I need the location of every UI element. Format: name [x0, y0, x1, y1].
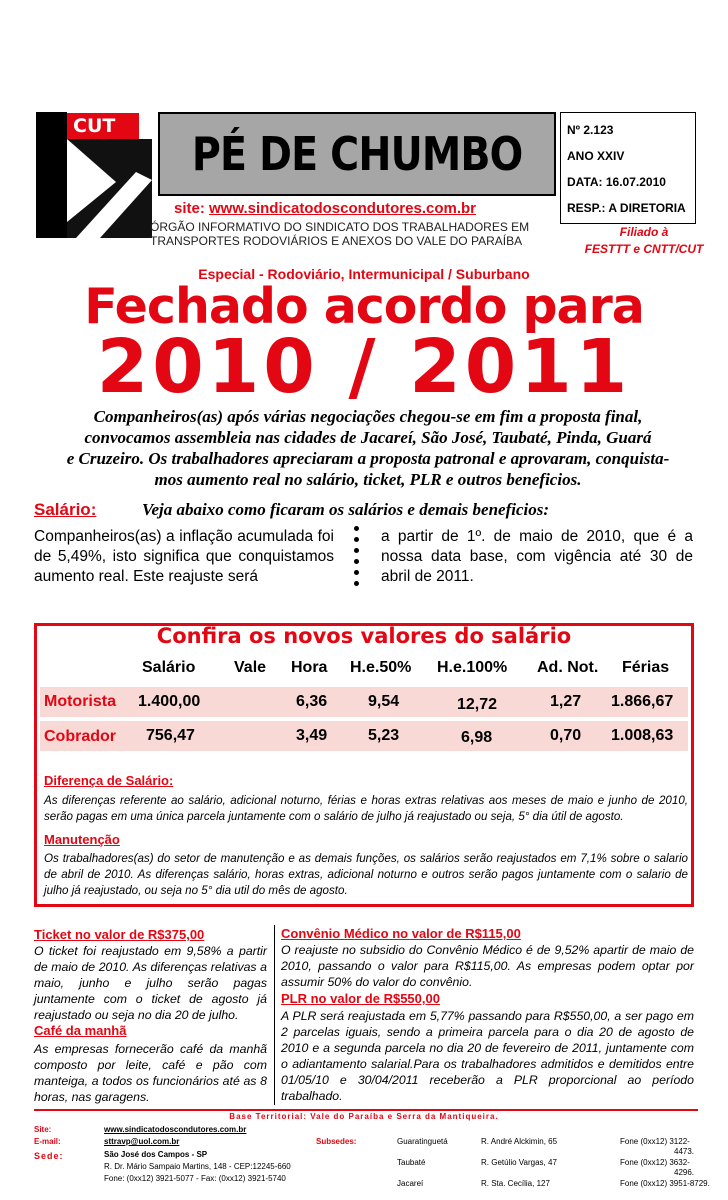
affiliation [584, 224, 704, 258]
cafe-text: As empresas fornecerão café da manhã composto por leite, café e pão com manteiga, a todos os funcionários até as 8 horas, nas garagens. [34, 1042, 267, 1104]
col-header-vale: Vale [234, 659, 267, 676]
site-label: site: [174, 200, 205, 217]
col-header-ferias: Férias [622, 659, 670, 676]
manutencao-heading: Manutenção [44, 832, 120, 847]
footer-site-label: Site: [34, 1125, 52, 1134]
cell-adnot: 0,70 [550, 727, 582, 744]
footer-sede-label: Sede: [34, 1151, 64, 1161]
cell-ferias: 1.866,67 [611, 693, 674, 710]
intro-line-3: e Cruzeiro. Os trabalhadores apreciaram a proposta patronal e aprovaram, conquista- [66, 449, 670, 468]
cafe-heading: Café da manhã [34, 1023, 127, 1038]
diferenca-heading: Diferença de Salário: [44, 773, 174, 788]
cell-he50: 5,23 [368, 727, 400, 744]
issue-responsible: RESP.: A DIRETORIA [567, 201, 686, 215]
issue-date: DATA: 16.07.2010 [567, 175, 666, 189]
ticket-text: O ticket foi reajustado em 9,58% a partir de maio de 2010. As diferenças relativas a maio, junho e julho serão pagas juntamente com o ticket de agosto já reajustado ou seja no dia 20 de julho. [34, 944, 267, 1022]
salario-text-right: a partir de 1º. de maio de 2010, que é a nossa data base, com vigência até 30 de abril de 2011. [381, 528, 693, 585]
subsede-city: Taubaté [397, 1158, 426, 1167]
footer-subsedes-label: Subsedes: [316, 1137, 357, 1146]
cell-he100: 12,72 [457, 696, 498, 713]
cell-salario: 756,47 [146, 727, 195, 744]
affiliation-line-1: Filiado à [619, 225, 669, 239]
site-line [174, 200, 476, 217]
subsede-phone: Fone (0xx12) 3122- [620, 1137, 690, 1146]
subsede-phone-cont: 4473. [674, 1147, 695, 1156]
manutencao-text: Os trabalhadores(as) do setor de manutenção e as demais funções, os salários serão reajustados em 7,1% sobre o salario de abril de 2010. As diferenças salário, horas extras, adicional noturno e outros serão pagos juntamente com o salario de julho já reajustado, ou seja no 5° dia util do mês de agosto. [44, 852, 688, 897]
col-header-adnot: Ad. Not. [537, 659, 599, 676]
col-header-hora: Hora [291, 659, 328, 676]
intro-line-1: Companheiros(as) após várias negociações chegou-se em fim a proposta final, [93, 407, 643, 426]
plr-heading: PLR no valor de R$550,00 [281, 991, 440, 1006]
col-header-he50: H.e.50% [350, 659, 412, 676]
headline-kicker: Especial - Rodoviário, Intermunicipal / Suburbano [198, 266, 530, 282]
diferenca-text: As diferenças referente ao salário, adicional noturno, férias e horas extras relativas aos meses de maio e junho de 2010, serão pagas em uma única parcela juntamente com o salário de julho já reajustado ou seja, 5° dia útil de agosto. [44, 794, 688, 823]
intro-paragraph [34, 406, 702, 490]
footer-site-link[interactable]: www.sindicatodoscondutores.com.br [104, 1125, 247, 1134]
headline-line-2: 2010 / 2011 [96, 324, 632, 410]
row-label-cobrador: Cobrador [44, 728, 116, 745]
cell-he100: 6,98 [461, 729, 493, 746]
subsede-address: R. André Alckimin, 65 [481, 1137, 558, 1146]
footer-email-link[interactable]: sttravp@uol.com.br [104, 1137, 180, 1146]
cell-he50: 9,54 [368, 693, 400, 710]
footer-sede-address: R. Dr. Mário Sampaio Martins, 148 - CEP:12245-660 [104, 1162, 291, 1171]
intro-line-4: mos aumento real no salário, ticket, PLR e outros beneficios. [154, 470, 582, 489]
newspaper-title-text: PÉ DE CHUMBO [191, 127, 523, 181]
col-header-he100: H.e.100% [437, 659, 508, 676]
cell-hora: 6,36 [296, 693, 328, 710]
ticket-heading: Ticket no valor de R$375,00 [34, 927, 205, 942]
cell-hora: 3,49 [296, 727, 328, 744]
subsede-city: Guaratinguetá [397, 1137, 448, 1146]
cell-adnot: 1,27 [550, 693, 582, 710]
salary-table-title: Confira os novos valores do salário [156, 624, 572, 648]
affiliation-line-2: FESTTT e CNTT/CUT [584, 242, 704, 256]
row-label-motorista: Motorista [44, 693, 116, 710]
intro-line-2: convocamos assembleia nas cidades de Jacareí, São José, Taubaté, Pinda, Guará [84, 428, 652, 447]
subsede-city: Jacareí [397, 1179, 424, 1188]
cell-salario: 1.400,00 [138, 693, 201, 710]
org-description [150, 220, 530, 248]
cell-ferias: 1.008,63 [611, 727, 674, 744]
cut-logo-text: CUT [67, 113, 139, 139]
base-territorial: Base Territorial: Vale do Paraíba e Serra da Mantiqueira. [229, 1112, 499, 1121]
newspaper-title [158, 112, 556, 196]
subsede-phone: Fone (0xx12) 3951-8729. [620, 1179, 710, 1188]
convenio-text: O reajuste no subsidio do Convênio Médico é de 9,52% apartir de maio de 2010, passando o valor para R$115,00. As empresas podem optar por assumir 50% do valor do convênio. [281, 943, 694, 989]
table-row [40, 721, 688, 751]
salario-heading: Salário: [34, 500, 97, 519]
convenio-heading: Convênio Médico no valor de R$115,00 [281, 926, 521, 941]
site-link[interactable]: www.sindicatodoscondutores.com.br [209, 200, 476, 217]
column-divider-dots [354, 526, 360, 592]
salario-lead: Veja abaixo como ficaram os salários e demais beneficios: [142, 500, 550, 519]
plr-text: A PLR será reajustada em 5,77% passando para R$550,00, a ser pago em 2 parcelas iguais, sendo a primeira parcela para o dia 20 de agosto de 2010 e a segunda parcela no dia 20 de fevereiro de 2011, juntamente com o adiantamento salarial.Para os trabalhadores admitidos e demitidos entre 01/05/10 e 30/04/2011 receberão a PLR proporcional ao período trabalhado. [281, 1009, 694, 1103]
subsede-phone-cont: 4296. [674, 1168, 695, 1177]
issue-year: ANO XXIV [567, 149, 625, 163]
org-line-1: ÓRGÃO INFORMATIVO DO SINDICATO DOS TRABALHADORES EM [150, 220, 530, 234]
issue-info-box [560, 112, 696, 224]
subsede-address: R. Getúlio Vargas, 47 [481, 1158, 557, 1167]
cut-logo [36, 112, 152, 238]
col-header-salario: Salário [142, 659, 196, 676]
subsede-address: R. Sta. Cecília, 127 [481, 1179, 550, 1188]
headline-line-1: Fechado acordo para [84, 278, 644, 335]
issue-number: Nº 2.123 [567, 123, 614, 137]
subsede-phone: Fone (0xx12) 3632- [620, 1158, 690, 1167]
footer-sede-phone: Fone: (0xx12) 3921-5077 - Fax: (0xx12) 3921-5740 [104, 1174, 286, 1183]
footer-rule [34, 1109, 698, 1111]
column-divider [274, 925, 275, 1105]
footer-sede-city: São José dos Campos - SP [104, 1150, 208, 1159]
org-line-2: TRANSPORTES RODOVIÁRIOS E ANEXOS DO VALE DO PARAÍBA [150, 234, 523, 248]
footer-email-label: E-mail: [34, 1137, 61, 1146]
salario-text-left: Companheiros(as) a inflação acumulada foi de 5,49%, isto significa que conquistamos aumento real. Este reajuste será [34, 528, 334, 585]
